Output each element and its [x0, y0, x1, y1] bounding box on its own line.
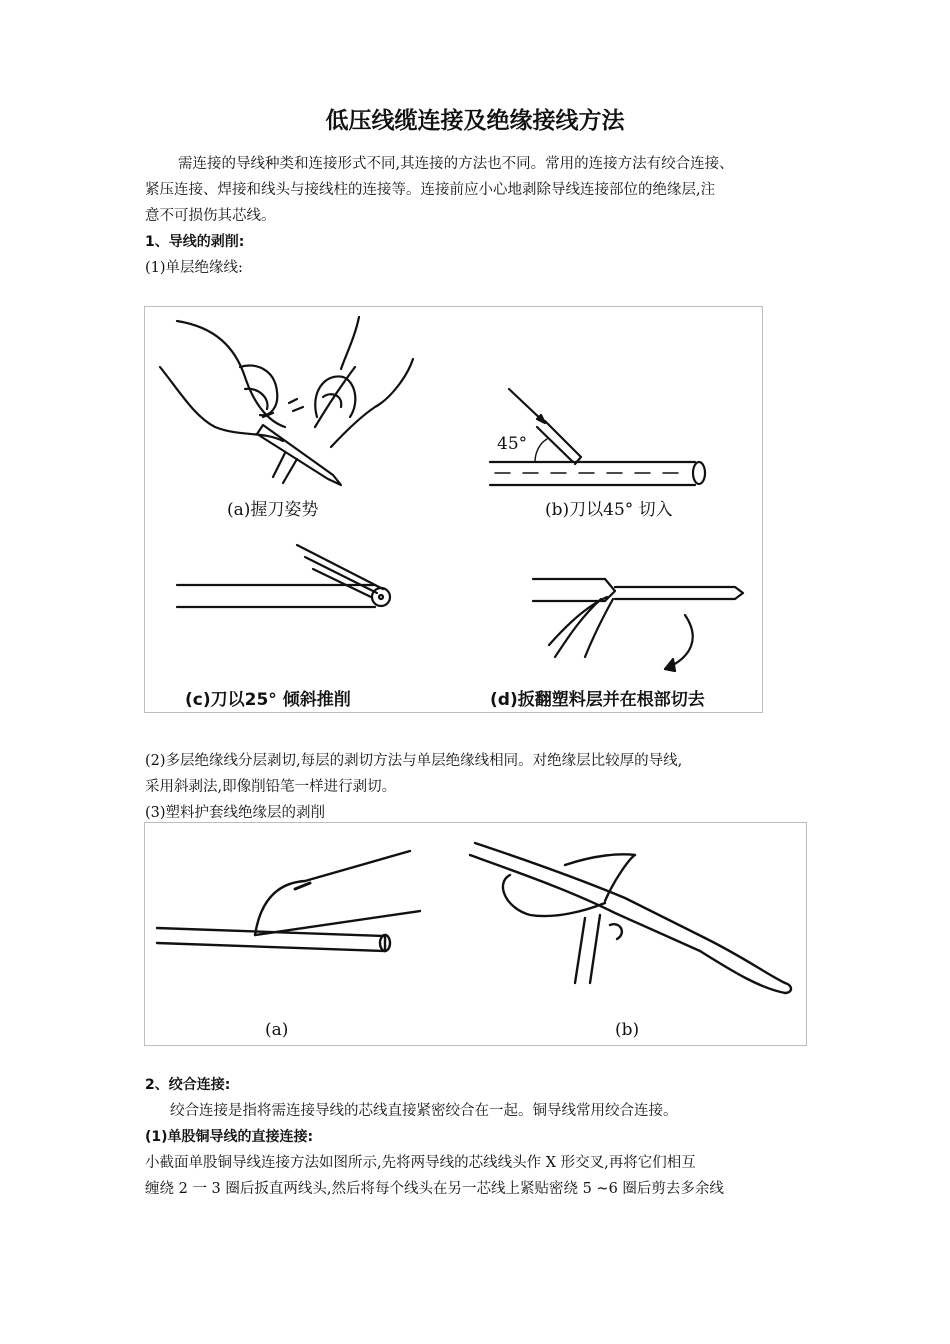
section-2-heading: 2、绞合连接:: [145, 1077, 231, 1093]
intro-line-1: 需连接的导线种类和连接形式不同,其连接的方法也不同。常用的连接方法有绞合连接、: [178, 156, 734, 172]
intro-line-2: 紧压连接、焊接和线头与接线柱的连接等。连接前应小心地剥除导线连接部位的绝缘层,注: [145, 182, 716, 198]
section-1-sub-2-line-2: 采用斜剥法,即像削铅笔一样进行剥切。: [145, 779, 397, 795]
knife-25-illustration: [177, 545, 390, 607]
caption-a-2: (a): [265, 1020, 289, 1040]
caption-d: (d)扳翻塑料层并在根部切去: [490, 690, 705, 710]
caption-b-2: (b): [615, 1020, 640, 1040]
caption-a: (a)握刀姿势: [227, 500, 319, 520]
section-1-sub-1: (1)单层绝缘线:: [145, 260, 243, 276]
section-2-sub-1-line-2: 缠绕 2 一 3 圈后扳直两线头,然后将每个线头在另一芯线上紧贴密绕 5 ~6 圈后剪去多余线: [145, 1181, 724, 1197]
intro-line-3: 意不可损伤其芯线。: [145, 208, 276, 224]
section-2-sub-1-heading: (1)单股铜导线的直接连接:: [145, 1129, 314, 1145]
page-title: 低压线缆连接及绝缘接线方法: [325, 108, 625, 134]
angle-45-label: 45°: [497, 434, 528, 454]
section-2-sub-1-line-1: 小截面单股铜导线连接方法如图所示,先将两导线的芯线线头作 X 形交叉,再将它们相互: [145, 1155, 696, 1171]
flip-layer-illustration: [533, 579, 743, 671]
caption-c: (c)刀以25° 倾斜推削: [185, 690, 351, 710]
hands-knife-illustration: [160, 317, 413, 485]
section-1-heading: 1、导线的剥削:: [145, 234, 245, 250]
caption-b: (b)刀以45° 切入: [545, 500, 673, 520]
split-sheath-illustration: [470, 843, 791, 993]
stripping-figure-2: [144, 822, 807, 1046]
knife-sheath-illustration: [157, 851, 420, 951]
section-2-intro: 绞合连接是指将需连接导线的芯线直接紧密绞合在一起。铜导线常用绞合连接。: [170, 1103, 678, 1119]
section-1-sub-3: (3)塑料护套线绝缘层的剥削: [145, 805, 326, 821]
stripping-figure-1: [144, 306, 763, 713]
section-1-sub-2-line-1: (2)多层绝缘线分层剥切,每层的剥切方法与单层绝缘线相同。对绝缘层比较厚的导线,: [145, 753, 683, 769]
